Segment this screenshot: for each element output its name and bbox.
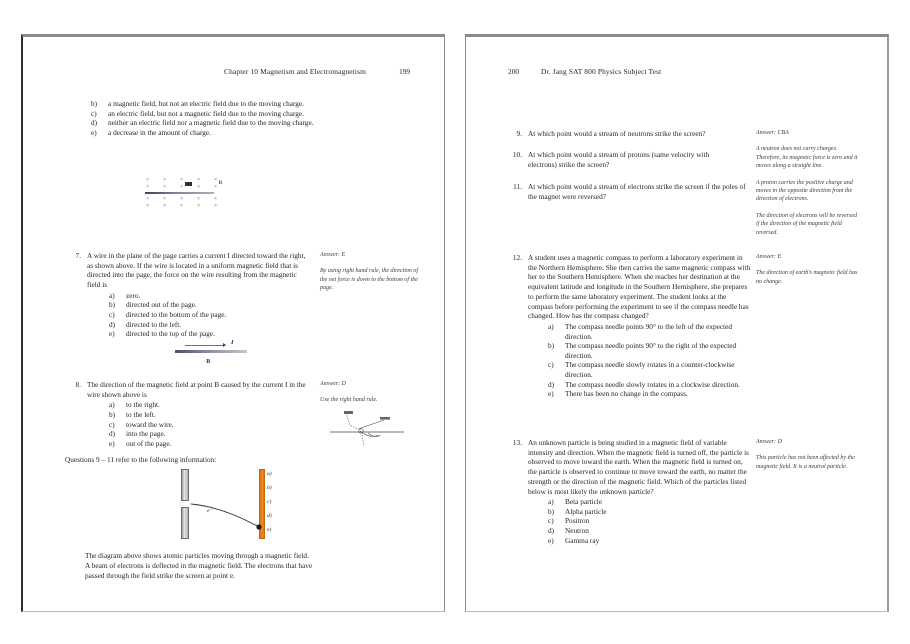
option-label: c) (109, 419, 115, 429)
option-item (109, 310, 308, 320)
point-b-marker: · B (203, 359, 211, 365)
screen-label-b: b) (267, 485, 272, 491)
option-label: b) (109, 410, 116, 420)
option-text: Positron (565, 516, 590, 526)
answer-note-q9-11 (756, 129, 860, 245)
question-stem: A wire in the plane of the page carries a current I directed toward the right, as shown above. If the wire is located in a uniform magnetic field that is directed into the page, the force on the wire resulting from the magnetic field is (87, 251, 306, 290)
option-label: a) (548, 321, 554, 331)
option-label: d) (91, 118, 98, 128)
question-stem: The direction of the magnetic field at point B caused by the current I in the wire shown above is (87, 380, 306, 399)
field-symbol-row (145, 177, 218, 184)
option-text: to the left. (126, 410, 156, 420)
screen-label-d: d) (267, 513, 272, 519)
option-label: e) (548, 535, 554, 545)
answer-explanation-2: A proton carries the positive charge and moves in the opposite direction from the direction of electrons. (756, 179, 853, 203)
option-label: d) (548, 379, 555, 389)
question-number: 13. (512, 438, 522, 447)
right-page (465, 34, 889, 612)
field-into-page-icon: × (145, 176, 150, 183)
option-item (548, 322, 751, 341)
option-item (109, 400, 308, 410)
answer-head: Answer: CBA (756, 130, 789, 136)
question-7 (65, 251, 308, 339)
option-text: Beta particle (565, 497, 603, 507)
question-number: 9. (516, 129, 522, 138)
field-into-page-icon: × (213, 202, 218, 209)
field-into-page-icon: × (162, 195, 167, 202)
option-item (91, 118, 321, 128)
question-number: 12. (512, 253, 522, 262)
question-stem: At which point would a stream of electrons strike the screen if the poles of the magnet were reversed? (528, 182, 746, 201)
figure-deflection-apparatus (163, 469, 293, 547)
option-text: neither an electric field nor a magnetic field due to the moving charge. (108, 118, 314, 128)
option-label: d) (109, 429, 116, 439)
option-item (91, 128, 321, 138)
option-label: a) (109, 290, 115, 300)
answer-note-q13 (756, 438, 860, 479)
question-8-options (109, 400, 308, 448)
option-label: e) (91, 127, 97, 137)
option-item (109, 291, 308, 301)
answer-explanation: This particle has not been affected by the magnetic field. It is a neutral particle. (756, 455, 855, 470)
figure-straight-wire (175, 339, 247, 365)
answer-note-q12 (756, 253, 860, 294)
continued-options-list (91, 99, 321, 138)
field-into-page-icon: × (213, 183, 218, 190)
option-item (91, 109, 321, 119)
field-into-page-icon: × (179, 202, 184, 209)
option-label: c) (548, 516, 554, 526)
option-item (548, 389, 751, 399)
option-label: e) (109, 329, 115, 339)
option-item (109, 320, 308, 330)
field-into-page-icon: × (213, 176, 218, 183)
option-item (548, 536, 751, 546)
option-item (109, 329, 308, 339)
field-into-page-icon: × (179, 176, 184, 183)
option-text: The compass needle points 90° to the left of the expected direction. (565, 321, 733, 341)
question-13-options (548, 497, 751, 545)
option-text: to the right. (126, 400, 160, 410)
option-label: b) (109, 300, 116, 310)
answer-note-q7 (320, 251, 424, 301)
option-item (548, 507, 751, 517)
option-text: The compass needle slowly rotates in a clockwise direction. (565, 379, 740, 389)
option-label: e) (548, 389, 554, 399)
question-12 (506, 253, 751, 399)
question-number: 10. (512, 150, 522, 159)
question-number: 11. (513, 182, 522, 191)
question-stem: At which point would a stream of protons (same velocity with electrons) strike the screen? (528, 150, 710, 169)
option-text: directed out of the page. (126, 300, 197, 310)
screen-label-a: a) (267, 471, 272, 477)
option-text: an electric field, but not a magnetic field due to the moving charge. (108, 108, 305, 118)
option-label: c) (548, 360, 554, 370)
question-13 (506, 438, 751, 545)
question-stem: At which point would a stream of neutrons strike the screen? (528, 129, 706, 138)
screen-label-c: c) (267, 499, 272, 505)
answer-explanation: The direction of earth’s magnetic field has no change. (756, 270, 858, 285)
right-hand-rule-sketch (328, 405, 408, 447)
option-item (548, 341, 751, 360)
option-item (548, 497, 751, 507)
option-item (109, 300, 308, 310)
option-label: d) (548, 526, 555, 536)
option-item (109, 439, 308, 449)
figure-magnetic-field-into-page (145, 176, 223, 210)
question-number: 8. (75, 380, 81, 389)
answer-head: Answer: E (320, 252, 346, 258)
option-text: zero. (126, 290, 141, 300)
field-into-page-icon: × (162, 183, 167, 190)
option-text: toward the wire. (126, 419, 174, 429)
option-label: a) (109, 400, 115, 410)
field-symbol-row (145, 180, 223, 191)
option-item (548, 380, 751, 390)
field-into-page-icon: × (145, 195, 150, 202)
field-into-page-icon: × (145, 183, 150, 190)
current-direction-arrow-icon (185, 345, 225, 346)
option-label: e) (109, 438, 115, 448)
option-item (109, 420, 308, 430)
question-number: 7. (75, 251, 81, 260)
option-label: a) (548, 497, 554, 507)
option-text: The compass needle slowly rotates in a counter-clockwise direction. (565, 360, 735, 380)
field-into-page-icon: × (162, 202, 167, 209)
answer-explanation-1: A neutron does not carry charges. Therefore, its magnetic force is zero and it moves along a straight line. (756, 146, 858, 170)
wire-bar (175, 350, 247, 353)
field-into-page-icon: × (145, 202, 150, 209)
question-stem: A student uses a magnetic compass to perform a laboratory experiment in the Northern Hemisphere. She then carries the same magnetic compass with her to the Southern Hemisphere. When she reaches her destination at the equivalent latitude and longitude in the Southern Hemisphere, she prepares to perform the same laboratory experiment. The student looks at the compass before performing the experiment to see if the compass needle has changed. How has the compass changed? (528, 253, 751, 321)
option-item (548, 526, 751, 536)
field-symbol-row (145, 196, 218, 203)
current-label: I (231, 339, 234, 346)
figure-caption: The diagram above shows atomic particles moving through a magnetic field. A beam of electrons is deflected in the magnetic field. The electrons that have passed through the field strike the screen at point e. (85, 551, 313, 580)
option-item (548, 360, 751, 379)
option-text: directed to the top of the page. (126, 329, 215, 339)
point-b-label: B (206, 359, 211, 365)
option-text: Gamma ray (565, 535, 600, 545)
option-label: d) (109, 319, 116, 329)
current-arrow-icon (185, 182, 192, 186)
field-symbol-row (145, 203, 218, 210)
field-into-page-icon: × (196, 195, 201, 202)
answer-explanation-3: The direction of electrons will be reversed if the direction of the magnetic field reversed. (756, 212, 857, 236)
field-into-page-icon: × (196, 176, 201, 183)
left-page (21, 34, 445, 612)
book-title-header: Dr. Jang SAT 800 Physics Subject Test (541, 67, 662, 76)
field-into-page-icon: × (162, 176, 167, 183)
option-text: directed to the bottom of the page. (126, 310, 227, 320)
field-into-page-icon: × (179, 195, 184, 202)
right-page-number: 200 (508, 67, 520, 76)
field-into-page-icon: × (179, 183, 184, 190)
answer-head: Answer: E (756, 254, 782, 260)
option-label: c) (109, 310, 115, 320)
left-page-number: 199 (399, 67, 411, 76)
electron-beam-label: e⁻ (207, 508, 213, 514)
option-text: a magnetic field, but not an electric field due to the moving charge. (108, 99, 305, 108)
screen-point-labels (267, 469, 283, 539)
continued-options-block (91, 99, 321, 138)
question-7-options (109, 291, 308, 339)
option-text: Neutron (565, 526, 589, 536)
field-into-page-icon: × (196, 183, 201, 190)
question-11 (506, 182, 746, 201)
option-label: b) (548, 506, 555, 516)
question-9 (506, 129, 726, 139)
option-label: c) (91, 108, 97, 118)
answer-head: Answer: D (756, 439, 782, 445)
option-label: b) (548, 341, 555, 351)
question-8 (65, 380, 308, 449)
question-12-options (548, 322, 751, 399)
option-item (109, 429, 308, 439)
wire-bar (145, 192, 214, 194)
option-item (109, 410, 308, 420)
b-field-label: B (218, 180, 223, 186)
option-text: The compass needle points 90° to the right of the expected direction. (565, 341, 737, 360)
option-text: a decrease in the amount of charge. (108, 127, 211, 137)
screen-label-e: e) (267, 527, 272, 533)
questions-9-11-intro: Questions 9 – 11 refer to the following information: (65, 455, 217, 464)
option-item (548, 516, 751, 526)
chapter-header: Chapter 10 Magnetism and Electromagnetism (224, 67, 367, 76)
option-text: Alpha particle (565, 506, 607, 516)
option-text: There has been no change in the compass. (565, 389, 688, 399)
question-stem: An unknown particle is being studied in a magnetic field of variable intensity and direction. When the magnetic field is turned off, the particle is observed to move toward the earth. When the magnetic field is turned on, the particle is observed to continue to move toward the earth, no matter the strength or the direction of the magnetic field. Which of the particles listed below is most likely the unknown particle? (528, 438, 750, 496)
option-label: b) (91, 99, 98, 108)
option-text: out of the page. (126, 438, 172, 448)
field-into-page-icon: × (196, 202, 201, 209)
answer-explanation: Use the right hand rule. (320, 397, 378, 404)
answer-explanation: By using right hand rule, the direction of the net force is down to the bottom of the page. (320, 268, 419, 292)
option-text: into the page. (126, 429, 166, 439)
answer-head: Answer: D (320, 381, 346, 387)
question-10 (506, 150, 736, 169)
option-item (91, 99, 321, 109)
field-into-page-icon: × (213, 195, 218, 202)
option-text: directed to the left. (126, 319, 182, 329)
